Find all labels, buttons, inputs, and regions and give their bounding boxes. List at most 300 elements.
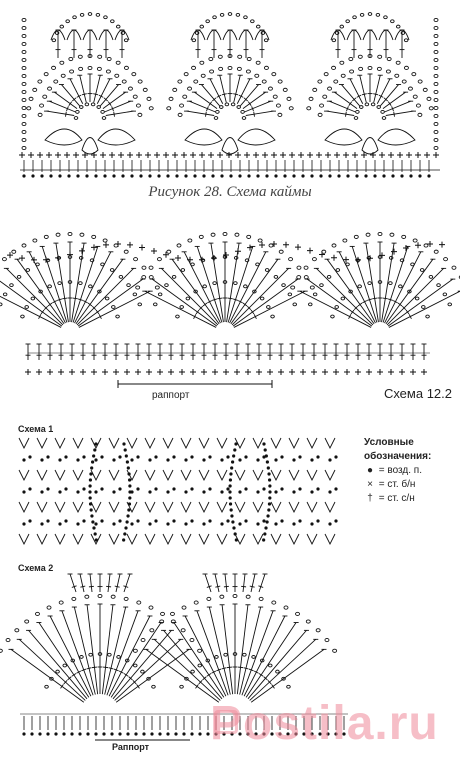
chain-dot [93, 448, 96, 451]
chain-stitch [22, 50, 26, 53]
chain-stitch [12, 250, 16, 253]
double-crochet-bar [203, 303, 207, 306]
double-crochet [152, 279, 217, 326]
cluster-v [253, 438, 263, 448]
leaf-motif [238, 129, 275, 145]
single-crochet [124, 369, 130, 375]
chain-stitch [22, 244, 26, 247]
chain-dot [355, 174, 358, 177]
chain-dot [274, 522, 277, 525]
chain-stitch [411, 263, 415, 266]
chain-stitch [79, 256, 83, 259]
chain-stitch [255, 74, 259, 77]
chain-stitch [413, 95, 417, 98]
chain-stitch [169, 97, 173, 100]
chain-dot [22, 732, 25, 735]
chain-dot [418, 174, 421, 177]
single-crochet [223, 369, 229, 375]
single-crochet [100, 152, 106, 158]
chain-stitch [60, 25, 64, 28]
double-crochet-bar [358, 303, 362, 306]
chain-stitch [247, 57, 251, 60]
leaf-motif [325, 129, 362, 145]
chain-stitch [6, 638, 10, 641]
chain-stitch [237, 106, 241, 109]
chain-stitch [434, 50, 438, 53]
chain-dot [373, 174, 376, 177]
chain-dot [316, 455, 319, 458]
chain-stitch [133, 649, 137, 652]
double-crochet [111, 623, 161, 698]
chain-stitch [434, 106, 438, 109]
single-crochet [366, 369, 372, 375]
chain-dot [172, 487, 175, 490]
chain-stitch [434, 34, 438, 37]
chain-stitch [336, 269, 340, 272]
cluster-v [163, 534, 173, 544]
chain-dot [262, 487, 265, 490]
chain-stitch [74, 117, 78, 120]
chain-stitch [224, 653, 228, 656]
chain-dot [229, 174, 232, 177]
chain-dot [130, 522, 133, 525]
chain-dot [58, 458, 61, 461]
chain-stitch [219, 67, 223, 70]
chain-stitch [2, 258, 6, 261]
chain-stitch [333, 649, 337, 652]
chain-stitch [72, 597, 76, 600]
chain-stitch [61, 74, 65, 77]
single-crochet [47, 369, 53, 375]
chain-stitch [167, 250, 171, 253]
chain-stitch [186, 297, 190, 300]
chain-dot [316, 519, 319, 522]
single-crochet [151, 248, 157, 254]
double-crochet [145, 291, 216, 327]
chain-stitch [251, 20, 255, 23]
chain-dot [256, 458, 259, 461]
chain-stitch [98, 55, 102, 58]
single-crochet [163, 152, 169, 158]
chain-stitch [79, 106, 83, 109]
double-crochet [234, 75, 241, 102]
chain-stitch [22, 90, 26, 93]
chain-dot [228, 484, 231, 487]
leaf-motif [98, 129, 135, 145]
single-crochet [344, 369, 350, 375]
chain-stitch [382, 117, 386, 120]
chain-dot [238, 522, 241, 525]
double-crochet-bar [362, 94, 367, 95]
double-crochet [244, 616, 285, 696]
single-crochet [391, 249, 397, 255]
chain-stitch [384, 16, 388, 19]
cluster-v [325, 438, 335, 448]
cluster-v [307, 470, 317, 480]
chain-stitch [354, 117, 358, 120]
chain-stitch [220, 595, 224, 598]
chain-dot [123, 532, 126, 535]
chain-dot [76, 458, 79, 461]
chain-stitch [115, 74, 119, 77]
double-crochet-bar [137, 684, 140, 688]
chain-dot [40, 174, 43, 177]
double-crochet-bar [92, 667, 97, 668]
chain-dot [64, 455, 67, 458]
chain-stitch [88, 13, 92, 16]
chain-stitch [408, 87, 412, 90]
single-crochet [433, 152, 439, 158]
double-crochet-bar [62, 298, 67, 299]
chain-stitch [33, 239, 37, 242]
chain-dot [292, 522, 295, 525]
double-crochet-bar [250, 586, 255, 587]
chain-stitch [310, 286, 314, 289]
chain-stitch [259, 597, 263, 600]
single-crochet [28, 152, 34, 158]
double-crochet [246, 111, 274, 115]
double-crochet [237, 79, 250, 104]
chain-dot [86, 732, 89, 735]
chain-stitch [190, 638, 194, 641]
chain-stitch [296, 612, 300, 615]
chain-stitch [124, 66, 128, 69]
chain-dot [220, 490, 223, 493]
cluster-v [253, 502, 263, 512]
chain-dot [382, 174, 385, 177]
chain-stitch [43, 95, 47, 98]
cluster-v [199, 470, 209, 480]
chain-dot [118, 487, 121, 490]
chain-stitch [116, 315, 120, 318]
double-crochet [185, 616, 226, 696]
double-crochet [220, 75, 227, 102]
single-crochet [334, 152, 340, 158]
chain-dot [202, 458, 205, 461]
chain-stitch [332, 244, 336, 247]
single-crochet [69, 369, 75, 375]
chain-stitch [192, 66, 196, 69]
single-crochet [424, 152, 430, 158]
chain-dot [202, 174, 205, 177]
chain-dot [62, 732, 65, 735]
chain-stitch [353, 16, 357, 19]
chain-stitch [76, 110, 80, 113]
chain-stitch [48, 87, 52, 90]
chain-stitch [178, 80, 182, 83]
chain-stitch [63, 664, 67, 667]
chain-dot [280, 519, 283, 522]
double-crochet [80, 574, 84, 592]
single-crochet [259, 242, 265, 248]
chain-stitch [165, 284, 169, 287]
chain-dot [230, 514, 233, 517]
chain-stitch [98, 594, 102, 597]
chain-dot [184, 490, 187, 493]
chain-stitch [402, 80, 406, 83]
chain-stitch [180, 685, 184, 688]
chain-dot [208, 487, 211, 490]
chain-stitch [192, 39, 196, 42]
double-crochet-bar [106, 586, 111, 587]
chain-dot [122, 538, 125, 541]
single-crochet [280, 152, 286, 158]
chain-dot [40, 458, 43, 461]
double-crochet [161, 268, 218, 325]
chain-dot [64, 487, 67, 490]
chain-stitch [297, 276, 301, 279]
chain-stitch [85, 595, 89, 598]
chain-stitch [258, 239, 262, 242]
chain-dot [265, 454, 268, 457]
chain-stitch [133, 95, 137, 98]
chain-dot [208, 519, 211, 522]
figure-28-caption: Рисунок 28. Схема каймы [148, 184, 312, 200]
chain-stitch [29, 97, 33, 100]
double-crochet-bar [66, 112, 67, 117]
chain-stitch [237, 67, 241, 70]
chain-stitch [108, 653, 112, 656]
chain-stitch [386, 70, 390, 73]
chain-dot [110, 732, 113, 735]
double-crochet-bar [222, 94, 227, 95]
chain-stitch [288, 293, 292, 296]
chain-dot [230, 508, 233, 511]
double-crochet [360, 75, 367, 102]
chain-stitch [256, 263, 260, 266]
single-crochet [223, 252, 229, 258]
chain-dot [89, 472, 92, 475]
chain-dot [124, 448, 127, 451]
chain-stitch [244, 16, 248, 19]
double-crochet [248, 630, 306, 698]
chain-stitch [25, 306, 29, 309]
chain-stitch [167, 107, 171, 110]
double-crochet-bar [89, 586, 94, 587]
chain-stitch [287, 685, 291, 688]
double-crochet-bar [241, 586, 246, 587]
chain-stitch [172, 275, 176, 278]
single-crochet [187, 257, 193, 263]
chain-dot [88, 490, 91, 493]
double-crochet [164, 630, 222, 698]
chain-stitch [434, 74, 438, 77]
chain-dot [229, 472, 232, 475]
double-crochet-bar [96, 310, 99, 314]
chain-stitch [268, 664, 272, 667]
cluster-v [55, 502, 65, 512]
chain-dot [118, 519, 121, 522]
chain-stitch [78, 55, 82, 58]
chain-stitch [89, 653, 93, 656]
chain-stitch [412, 73, 416, 76]
chain-dot [22, 522, 25, 525]
double-crochet [174, 623, 224, 698]
single-crochet [244, 152, 250, 158]
chain-dot [208, 455, 211, 458]
chain-stitch [429, 107, 433, 110]
chain-stitch [287, 97, 291, 100]
double-crochet [90, 574, 92, 592]
chain-stitch [60, 61, 64, 64]
chain-stitch [228, 66, 232, 69]
cluster-v [199, 502, 209, 512]
chain-stitch [279, 250, 283, 253]
chain-dot [268, 490, 271, 493]
chain-stitch [293, 303, 297, 306]
double-crochet [386, 111, 414, 115]
chain-stitch [391, 20, 395, 23]
chain-stitch [376, 13, 380, 16]
single-crochet [172, 152, 178, 158]
chain-dot [310, 174, 313, 177]
chain-dot [134, 732, 137, 735]
chain-stitch [138, 80, 142, 83]
double-crochet-bar [224, 586, 229, 587]
double-crochet [6, 268, 63, 325]
double-crochet [70, 574, 76, 592]
double-crochet-bar [206, 112, 207, 117]
chain-stitch [138, 303, 142, 306]
chain-stitch [360, 13, 364, 16]
chain-stitch [220, 13, 224, 16]
chain-dot [154, 455, 157, 458]
chain-stitch [402, 235, 406, 238]
chain-stitch [134, 258, 138, 261]
double-crochet-bar [406, 310, 409, 314]
chain-stitch [272, 601, 276, 604]
chain-stitch [178, 113, 182, 116]
cluster-v [217, 470, 227, 480]
chain-dot [301, 174, 304, 177]
chain-dot [139, 174, 142, 177]
chain-dot [263, 532, 266, 535]
chain-dot [328, 490, 331, 493]
chain-dot [231, 460, 234, 463]
chain-dot [58, 174, 61, 177]
chain-stitch [368, 13, 372, 16]
chain-dot [31, 174, 34, 177]
chain-stitch [304, 266, 308, 269]
chain-stitch [116, 61, 120, 64]
chain-dot [91, 460, 94, 463]
chain-stitch [346, 263, 350, 266]
scheme-12-2-diagram [0, 212, 460, 400]
cluster-v [271, 438, 281, 448]
chain-stitch [233, 594, 237, 597]
chain-stitch [209, 57, 213, 60]
chain-stitch [228, 13, 232, 16]
chain-dot [232, 526, 235, 529]
single-crochet [379, 152, 385, 158]
chain-dot [136, 519, 139, 522]
chain-dot [174, 732, 177, 735]
chain-stitch [17, 275, 21, 278]
chain-dot [316, 487, 319, 490]
chain-stitch [112, 306, 116, 309]
chain-stitch [201, 74, 205, 77]
chain-stitch [271, 315, 275, 318]
chain-stitch [448, 303, 452, 306]
double-crochet [108, 574, 110, 592]
cluster-v [109, 502, 119, 512]
chain-dot [64, 519, 67, 522]
chain-stitch [404, 39, 408, 42]
chain-stitch [404, 66, 408, 69]
chain-stitch-icon: ● [366, 465, 374, 476]
chain-stitch [142, 276, 146, 279]
single-crochet [190, 152, 196, 158]
chain-stitch [434, 98, 438, 101]
cluster-v [163, 470, 173, 480]
chain-stitch [149, 606, 153, 609]
chain-stitch [157, 258, 161, 261]
single-crochet [355, 369, 361, 375]
chain-stitch [206, 20, 210, 23]
chain-stitch [180, 104, 184, 107]
chain-stitch [346, 20, 350, 23]
chain-stitch [368, 282, 372, 285]
double-crochet [233, 279, 298, 326]
double-crochet-bar [259, 674, 263, 677]
cluster-v [181, 438, 191, 448]
chain-stitch [356, 110, 360, 113]
chain-dot [118, 732, 121, 735]
single-crochet [331, 255, 337, 261]
chain-dot [38, 732, 41, 735]
chain-dot [28, 487, 31, 490]
chain-dot [112, 522, 115, 525]
chain-dot [265, 520, 268, 523]
leaf-motif [82, 138, 98, 155]
chain-stitch [182, 606, 186, 609]
chain-dot [94, 522, 97, 525]
single-crochet [79, 248, 85, 254]
chain-dot [158, 732, 161, 735]
chain-stitch [291, 286, 295, 289]
chain-stitch [119, 275, 123, 278]
chain-stitch [132, 73, 136, 76]
single-crochet [397, 152, 403, 158]
single-crochet [80, 369, 86, 375]
single-crochet [271, 152, 277, 158]
chain-stitch [183, 95, 187, 98]
chain-dot [256, 174, 259, 177]
cluster-v [37, 438, 47, 448]
chain-dot [128, 490, 131, 493]
single-crochet [271, 241, 277, 247]
chain-dot [267, 508, 270, 511]
chain-stitch [219, 106, 223, 109]
chain-dot [400, 174, 403, 177]
chain-stitch [56, 233, 60, 236]
cluster-v [307, 438, 317, 448]
chain-dot [130, 458, 133, 461]
chain-dot [267, 466, 270, 469]
single-crochet [295, 244, 301, 250]
chain-dot [54, 732, 57, 735]
chain-stitch [243, 653, 247, 656]
cluster-v [145, 534, 155, 544]
chain-stitch [0, 303, 2, 306]
chain-dot [125, 454, 128, 457]
chain-dot [310, 522, 313, 525]
chain-dot [268, 478, 271, 481]
chain-dot [334, 455, 337, 458]
double-crochet [243, 574, 245, 592]
chain-dot [128, 478, 131, 481]
single-crochet [399, 369, 405, 375]
